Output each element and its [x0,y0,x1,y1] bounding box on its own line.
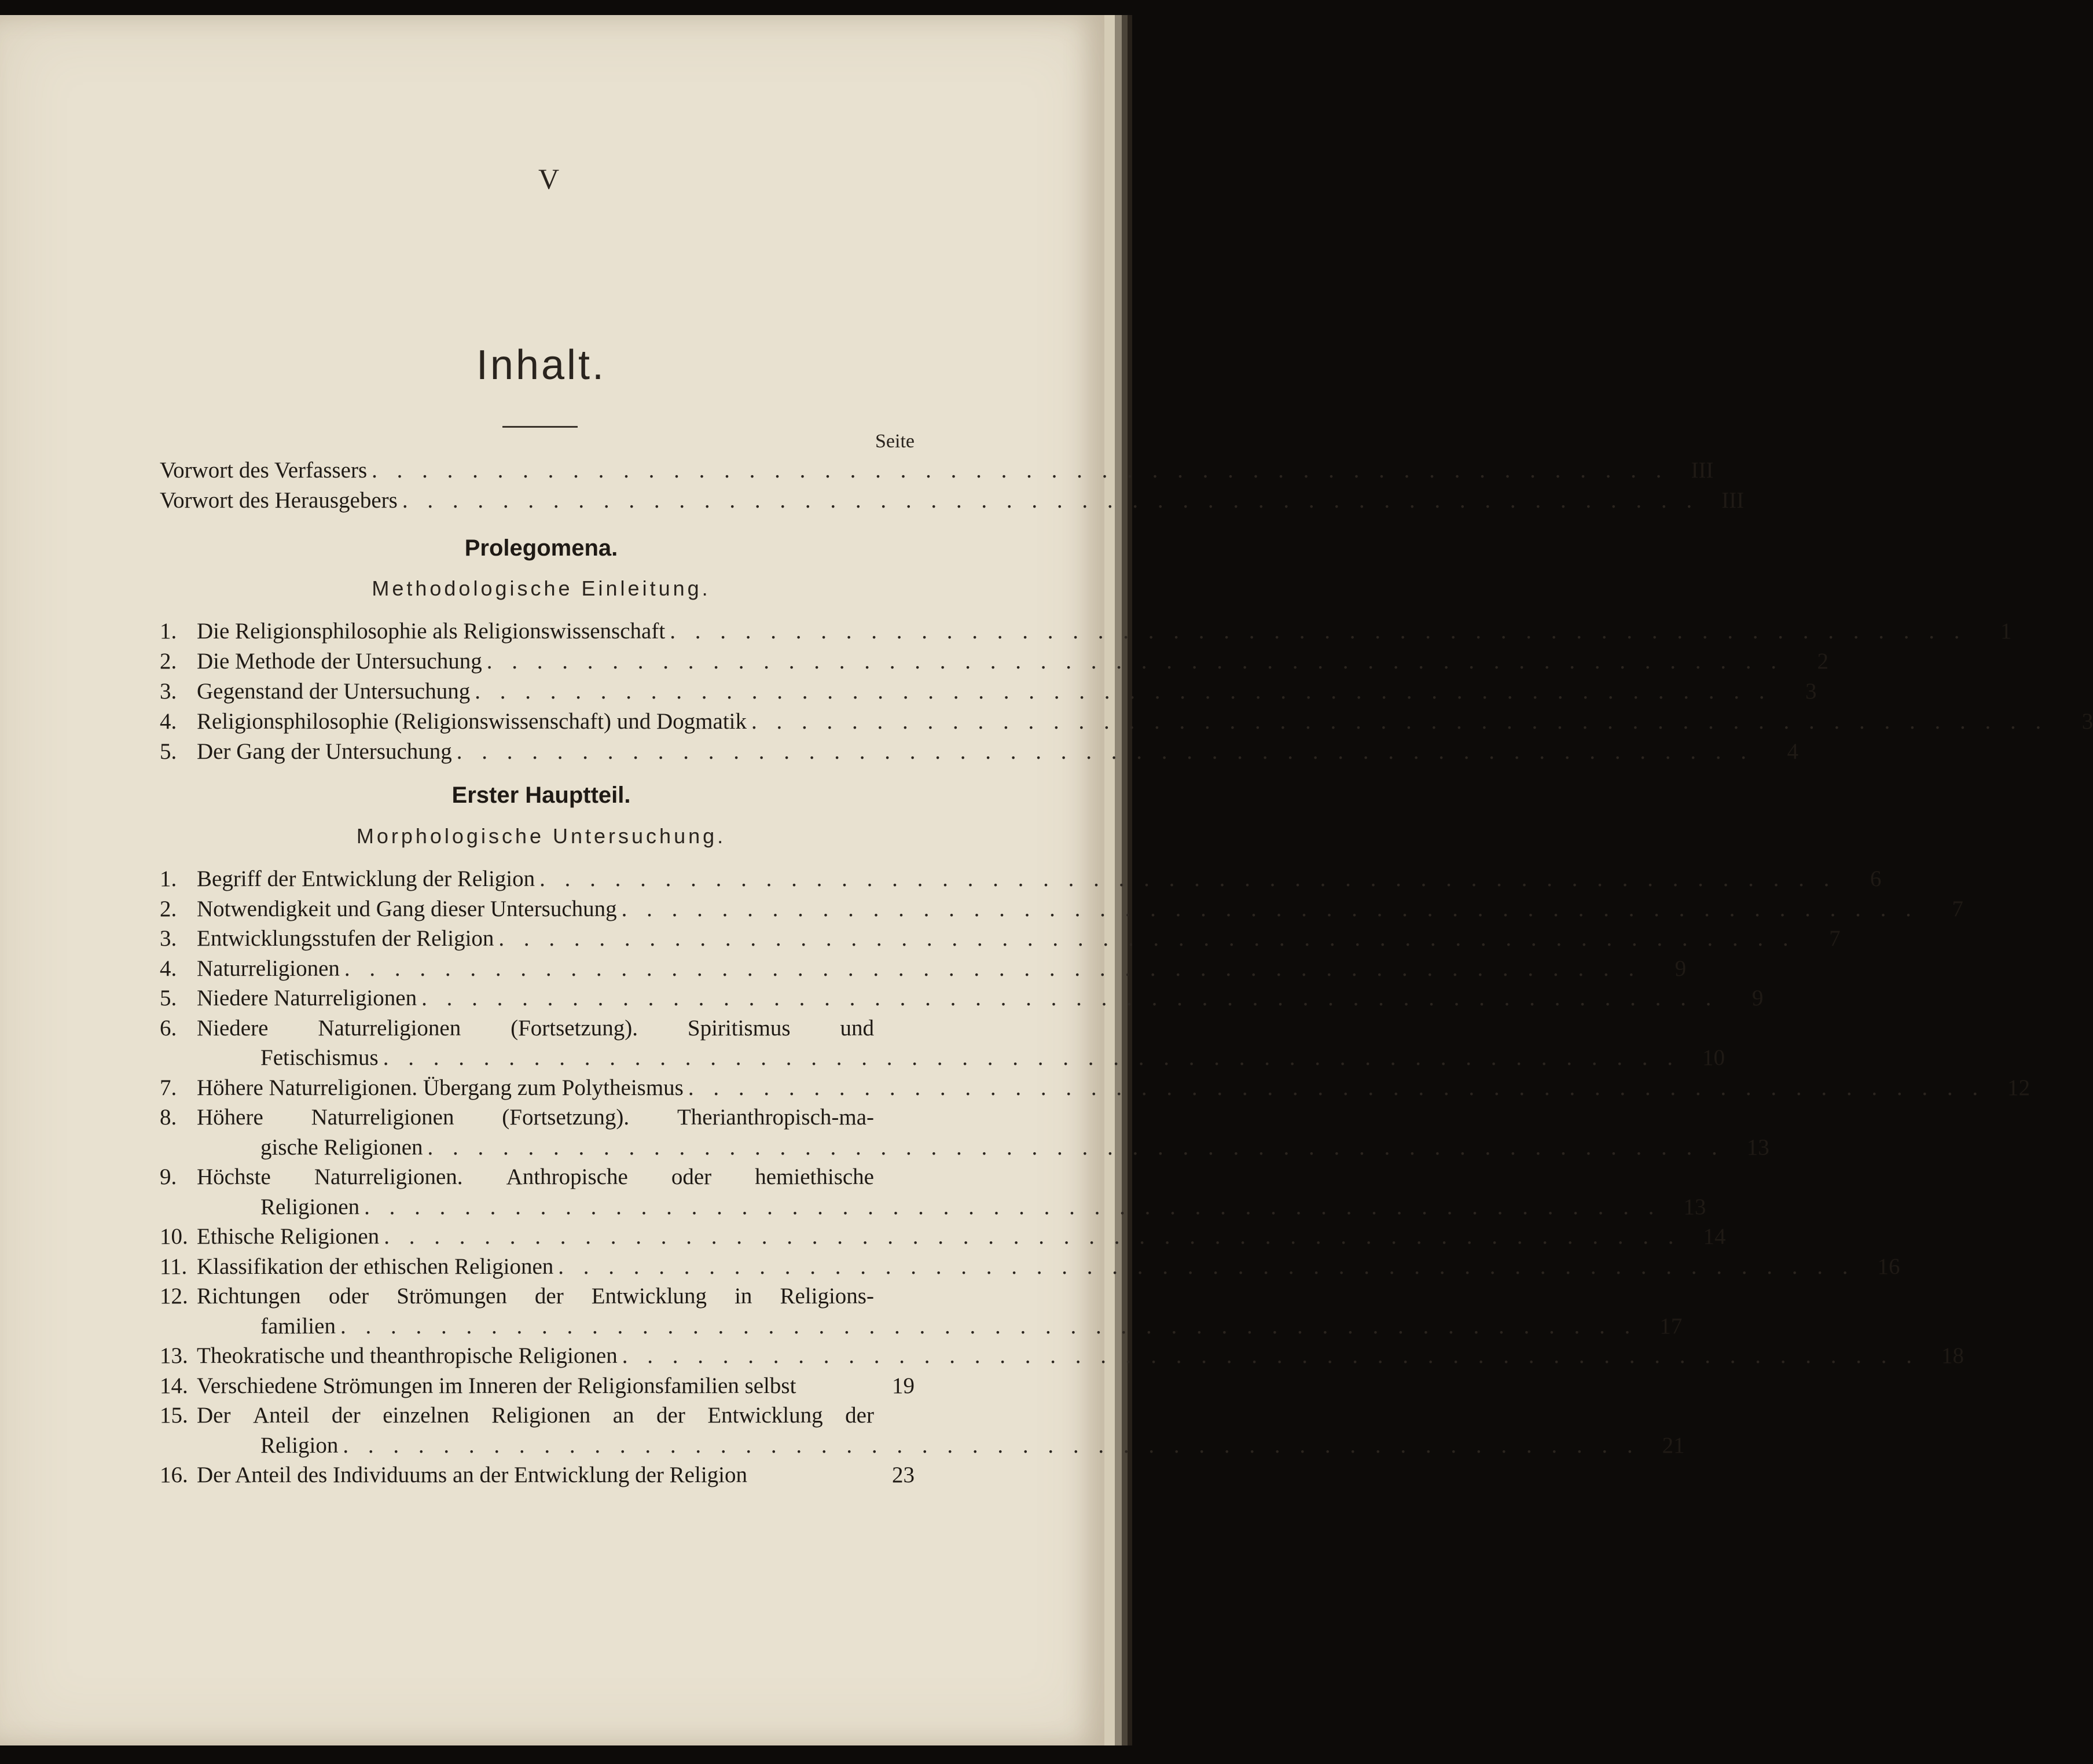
entry-page: 1 [2000,619,2012,644]
entry-page: 9 [1675,956,1687,981]
entry-page: 17 [1659,1313,1683,1339]
toc-entry-continuation [160,1134,1769,1164]
toc-entry [160,738,1799,769]
entry-page: 3 [1805,679,1817,704]
toc-entry [160,1015,915,1045]
entry-number: 3. [160,926,177,951]
seite-label: Seite [875,431,915,452]
entry-word: der [656,1403,685,1428]
entry-word: in [735,1284,752,1309]
toc-entry-continuation [160,1432,1685,1462]
toc-entry [160,1164,915,1194]
leader-dots: . . . . . . . . . . . . . . . . . . . . . . . . . . . . . . . . . . . . . . . . . . . . . . . . . . . . [402,488,1699,513]
entry-word: der [845,1403,874,1428]
entry-page: III [1721,488,1745,513]
entry-title: Religionsphilosophie (Religionswissenschaft) und Dogmatik [197,709,747,734]
entry-page: 18 [1941,1343,1964,1368]
toc-entry [160,866,1882,896]
leader-dots: . . . . . . . . . . . . . . . . . . . . . . . . . . . . . . . . . . . . . . . . . . . . . . . . . . . . [751,709,2048,734]
leader-dots: . . . . . . . . . . . . . . . . . . . . . . . . . . . . . . . . . . . . . . . . . . . . . . . . . . . . [340,1313,1637,1339]
entry-title [197,1015,874,1041]
entry-word: Niedere [197,1015,269,1041]
leader-dots: . . . . . . . . . . . . . . . . . . . . . . . . . . . . . . . . . . . . . . . . . . . . . . . . . . . . [670,619,1967,644]
toc-entry [160,1254,1900,1284]
leader-dots: . . . . . . . . . . . . . . . . . . . . . . . . . . . . . . . . . . . . . . . . . . . . . . . . . . . . [372,458,1669,483]
entry-number: 5. [160,739,177,764]
toc-entry [160,1462,915,1492]
leader-dots: . . . . . . . . . . . . . . . . . . . . . . . . . . . . . . . . . . . . . . . . . . . . . . . . . . . . [558,1254,1855,1279]
entry-word: Religionen [491,1403,591,1428]
toc-entry [160,1075,2030,1105]
entry-word: Entwicklung [707,1403,823,1428]
toc-entry [160,1373,915,1403]
toc-entry [160,985,1764,1015]
toc-entry [160,1402,915,1432]
toc-entry [160,678,1817,708]
entry-word: Höchste [197,1164,271,1189]
toc-entry [160,956,1687,986]
toc-entry [160,925,1841,956]
leader-dots: . . . . . . . . . . . . . . . . . . . . . . . . . . . . . . . . . . . . . . . . . . . . . . . . . . . . [421,986,1719,1010]
toc-entry [160,896,1963,926]
entry-number: 6. [160,1015,177,1041]
toc-entry-continuation [160,1313,1683,1343]
entry-title: Gegenstand der Untersuchung [197,679,471,704]
entry-page: 13 [1746,1134,1769,1160]
entry-title [197,1283,874,1309]
leader-dots: . . . . . . . . . . . . . . . . . . . . . . . . . . . . . . . . . . . . . . . . . . . . . . . . . . . . [622,1343,1919,1368]
entry-title: Die Methode der Untersuchung [197,649,482,674]
leader-dots: . . . . . . . . . . . . . . . . . . . . . . . . . . . . . . . . . . . . . . . . . . . . . . . . . . . . [383,1045,1680,1070]
entry-page: 7 [1952,896,1963,921]
entry-title: Höhere Naturreligionen. Übergang zum Polytheismus [197,1075,684,1100]
leader-dots: . . . . . . . . . . . . . . . . . . . . . . . . . . . . . . . . . . . . . . . . . . . . . . . . . . . . [539,866,1837,891]
entry-page: 23 [892,1462,915,1487]
entry-number: 5. [160,986,177,1010]
entry-title: Begriff der Entwicklung der Religion [197,866,535,891]
entry-number: 1. [160,619,177,644]
title-rule [502,426,578,428]
entry-page: 21 [1662,1432,1685,1458]
entry-title: Religionen [260,1194,360,1219]
entry-number: 8. [160,1105,177,1130]
page-number: V [538,163,560,195]
entry-title [197,1164,874,1190]
toc-entry [160,457,1714,487]
entry-word: oder [328,1284,369,1309]
entry-number: 10. [160,1224,188,1249]
entry-title: Notwendigkeit und Gang dieser Untersuchung [197,896,617,921]
leader-dots: . . . . . . . . . . . . . . . . . . . . . . . . . . . . . . . . . . . . . . . . . . . . . . . . . . . . [364,1194,1661,1219]
section-heading: Erster Hauptteil. [451,782,631,808]
entry-title [197,1402,874,1428]
entry-number: 9. [160,1164,177,1189]
entry-word: Der [197,1403,231,1428]
leader-dots: . . . . . . . . . . . . . . . . . . . . . . . . . . . . . . . . . . . . . . . . . . . . . . . . . . . . [427,1134,1724,1160]
entry-title: Religion [260,1432,339,1458]
entry-number: 12. [160,1284,188,1309]
toc-entry-continuation [160,1045,1725,1075]
leader-dots: . . . . . . . . . . . . . . . . . . . . . . . . . . . . . . . . . . . . . . . . . . . . . . . . . . . . [486,649,1784,674]
toc-entry [160,1104,915,1134]
entry-word: Richtungen [197,1284,301,1309]
entry-number: 14. [160,1373,188,1398]
entry-page: 12 [2007,1075,2030,1100]
entry-page: 6 [1870,866,1882,891]
entry-word: Anthropische [506,1164,628,1189]
entry-number: 2. [160,649,177,674]
toc-entry [160,648,1829,678]
toc-entry-continuation [160,1194,1706,1224]
entry-page: 7 [1829,926,1841,951]
leader-dots: . . . . . . . . . . . . . . . . . . . . . . . . . . . . . . . . . . . . . . . . . . . . . . . . . . . . [498,926,1795,951]
entry-title [197,1104,874,1130]
toc-entry [160,1343,1964,1373]
entry-number: 15. [160,1403,188,1428]
entry-number: 3. [160,679,177,704]
entry-title: Theokratische und theanthropische Religionen [197,1343,618,1368]
entry-number: 16. [160,1462,188,1487]
entry-title: Entwicklungsstufen der Religion [197,926,494,951]
entry-number: 11. [160,1254,188,1279]
entry-title: Naturreligionen [197,956,340,981]
entry-page: III [1691,458,1714,483]
page-title: Inhalt. [476,342,607,388]
entry-number: 2. [160,896,177,921]
toc-entry [160,487,1745,517]
entry-word: Spiritismus [687,1015,791,1041]
entry-page: 4 [1787,739,1799,764]
toc-entry [160,1223,1726,1254]
leader-dots: . . . . . . . . . . . . . . . . . . . . . . . . . . . . . . . . . . . . . . . . . . . . . . . . . . . . [343,1432,1640,1458]
entry-word: Höhere [197,1105,263,1130]
entry-word: hemiethische [755,1164,874,1189]
entry-word: einzelnen [383,1403,469,1428]
entry-title: Der Gang der Untersuchung [197,739,452,764]
entry-page: 16 [1877,1254,1900,1279]
entry-word: oder [671,1164,712,1189]
entry-number: 7. [160,1075,177,1100]
section-subheading: Morphologische Untersuchung. [356,824,726,848]
entry-word: der [331,1403,361,1428]
entry-word: Naturreligionen [311,1105,454,1130]
entry-page: 3 [2081,709,2093,734]
leader-dots: . . . . . . . . . . . . . . . . . . . . . . . . . . . . . . . . . . . . . . . . . . . . . . . . . . . . [456,739,1754,764]
toc-entry [160,708,2093,738]
leader-dots: . . . . . . . . . . . . . . . . . . . . . . . . . . . . . . . . . . . . . . . . . . . . . . . . . . . . [384,1224,1681,1249]
entry-number: 13. [160,1343,188,1368]
entry-word: der [534,1284,564,1309]
entry-page: 9 [1751,986,1764,1010]
entry-word: (Fortsetzung). [511,1015,638,1041]
entry-title: Verschiedene Strömungen im Inneren der Religionsfamilien selbst [197,1373,796,1398]
entry-title: Niedere Naturreligionen [197,986,417,1010]
entry-word: Naturreligionen [318,1015,461,1041]
entry-title: Fetischismus [260,1045,379,1070]
leader-dots: . . . . . . . . . . . . . . . . . . . . . . . . . . . . . . . . . . . . . . . . . . . . . . . . . . . . [475,679,1772,704]
entry-word: und [840,1015,874,1041]
entry-title: Vorwort des Herausgebers [160,488,398,513]
entry-word: Anteil [252,1403,310,1428]
entry-number: 4. [160,956,177,981]
entry-title: Ethische Religionen [197,1224,380,1249]
section-heading: Prolegomena. [464,535,618,561]
toc-entry [160,1283,915,1313]
entry-word: Strömungen [396,1284,507,1309]
entry-word: Naturreligionen. [314,1164,463,1189]
entry-page: 2 [1817,649,1829,674]
entry-word: Religions- [780,1284,874,1309]
entry-number: 1. [160,866,177,891]
entry-title: Die Religionsphilosophie als Religionswissenschaft [197,619,666,644]
entry-word: Entwicklung [591,1284,707,1309]
entry-number: 4. [160,709,177,734]
entry-word: Therianthropisch-ma- [677,1105,874,1130]
toc-entry [160,618,2012,648]
entry-title: Der Anteil des Individuums an der Entwicklung der Religion [197,1462,747,1487]
entry-word: an [612,1403,634,1428]
entry-page: 10 [1702,1045,1725,1070]
entry-page: 13 [1683,1194,1706,1219]
section-subheading: Methodologische Einleitung. [372,576,711,600]
leader-dots: . . . . . . . . . . . . . . . . . . . . . . . . . . . . . . . . . . . . . . . . . . . . . . . . . . . . [621,896,1918,921]
entry-title: Klassifikation der ethischen Religionen [197,1254,554,1279]
leader-dots: . . . . . . . . . . . . . . . . . . . . . . . . . . . . . . . . . . . . . . . . . . . . . . . . . . . . [344,956,1642,981]
entry-page: 19 [892,1373,915,1398]
entry-title: gische Religionen [260,1134,423,1160]
entry-title: Vorwort des Verfassers [160,458,368,483]
entry-page: 14 [1703,1224,1726,1249]
entry-word: (Fortsetzung). [502,1105,630,1130]
leader-dots: . . . . . . . . . . . . . . . . . . . . . . . . . . . . . . . . . . . . . . . . . . . . . . . . . . . . [688,1075,1985,1100]
entry-title: familien [260,1313,336,1339]
